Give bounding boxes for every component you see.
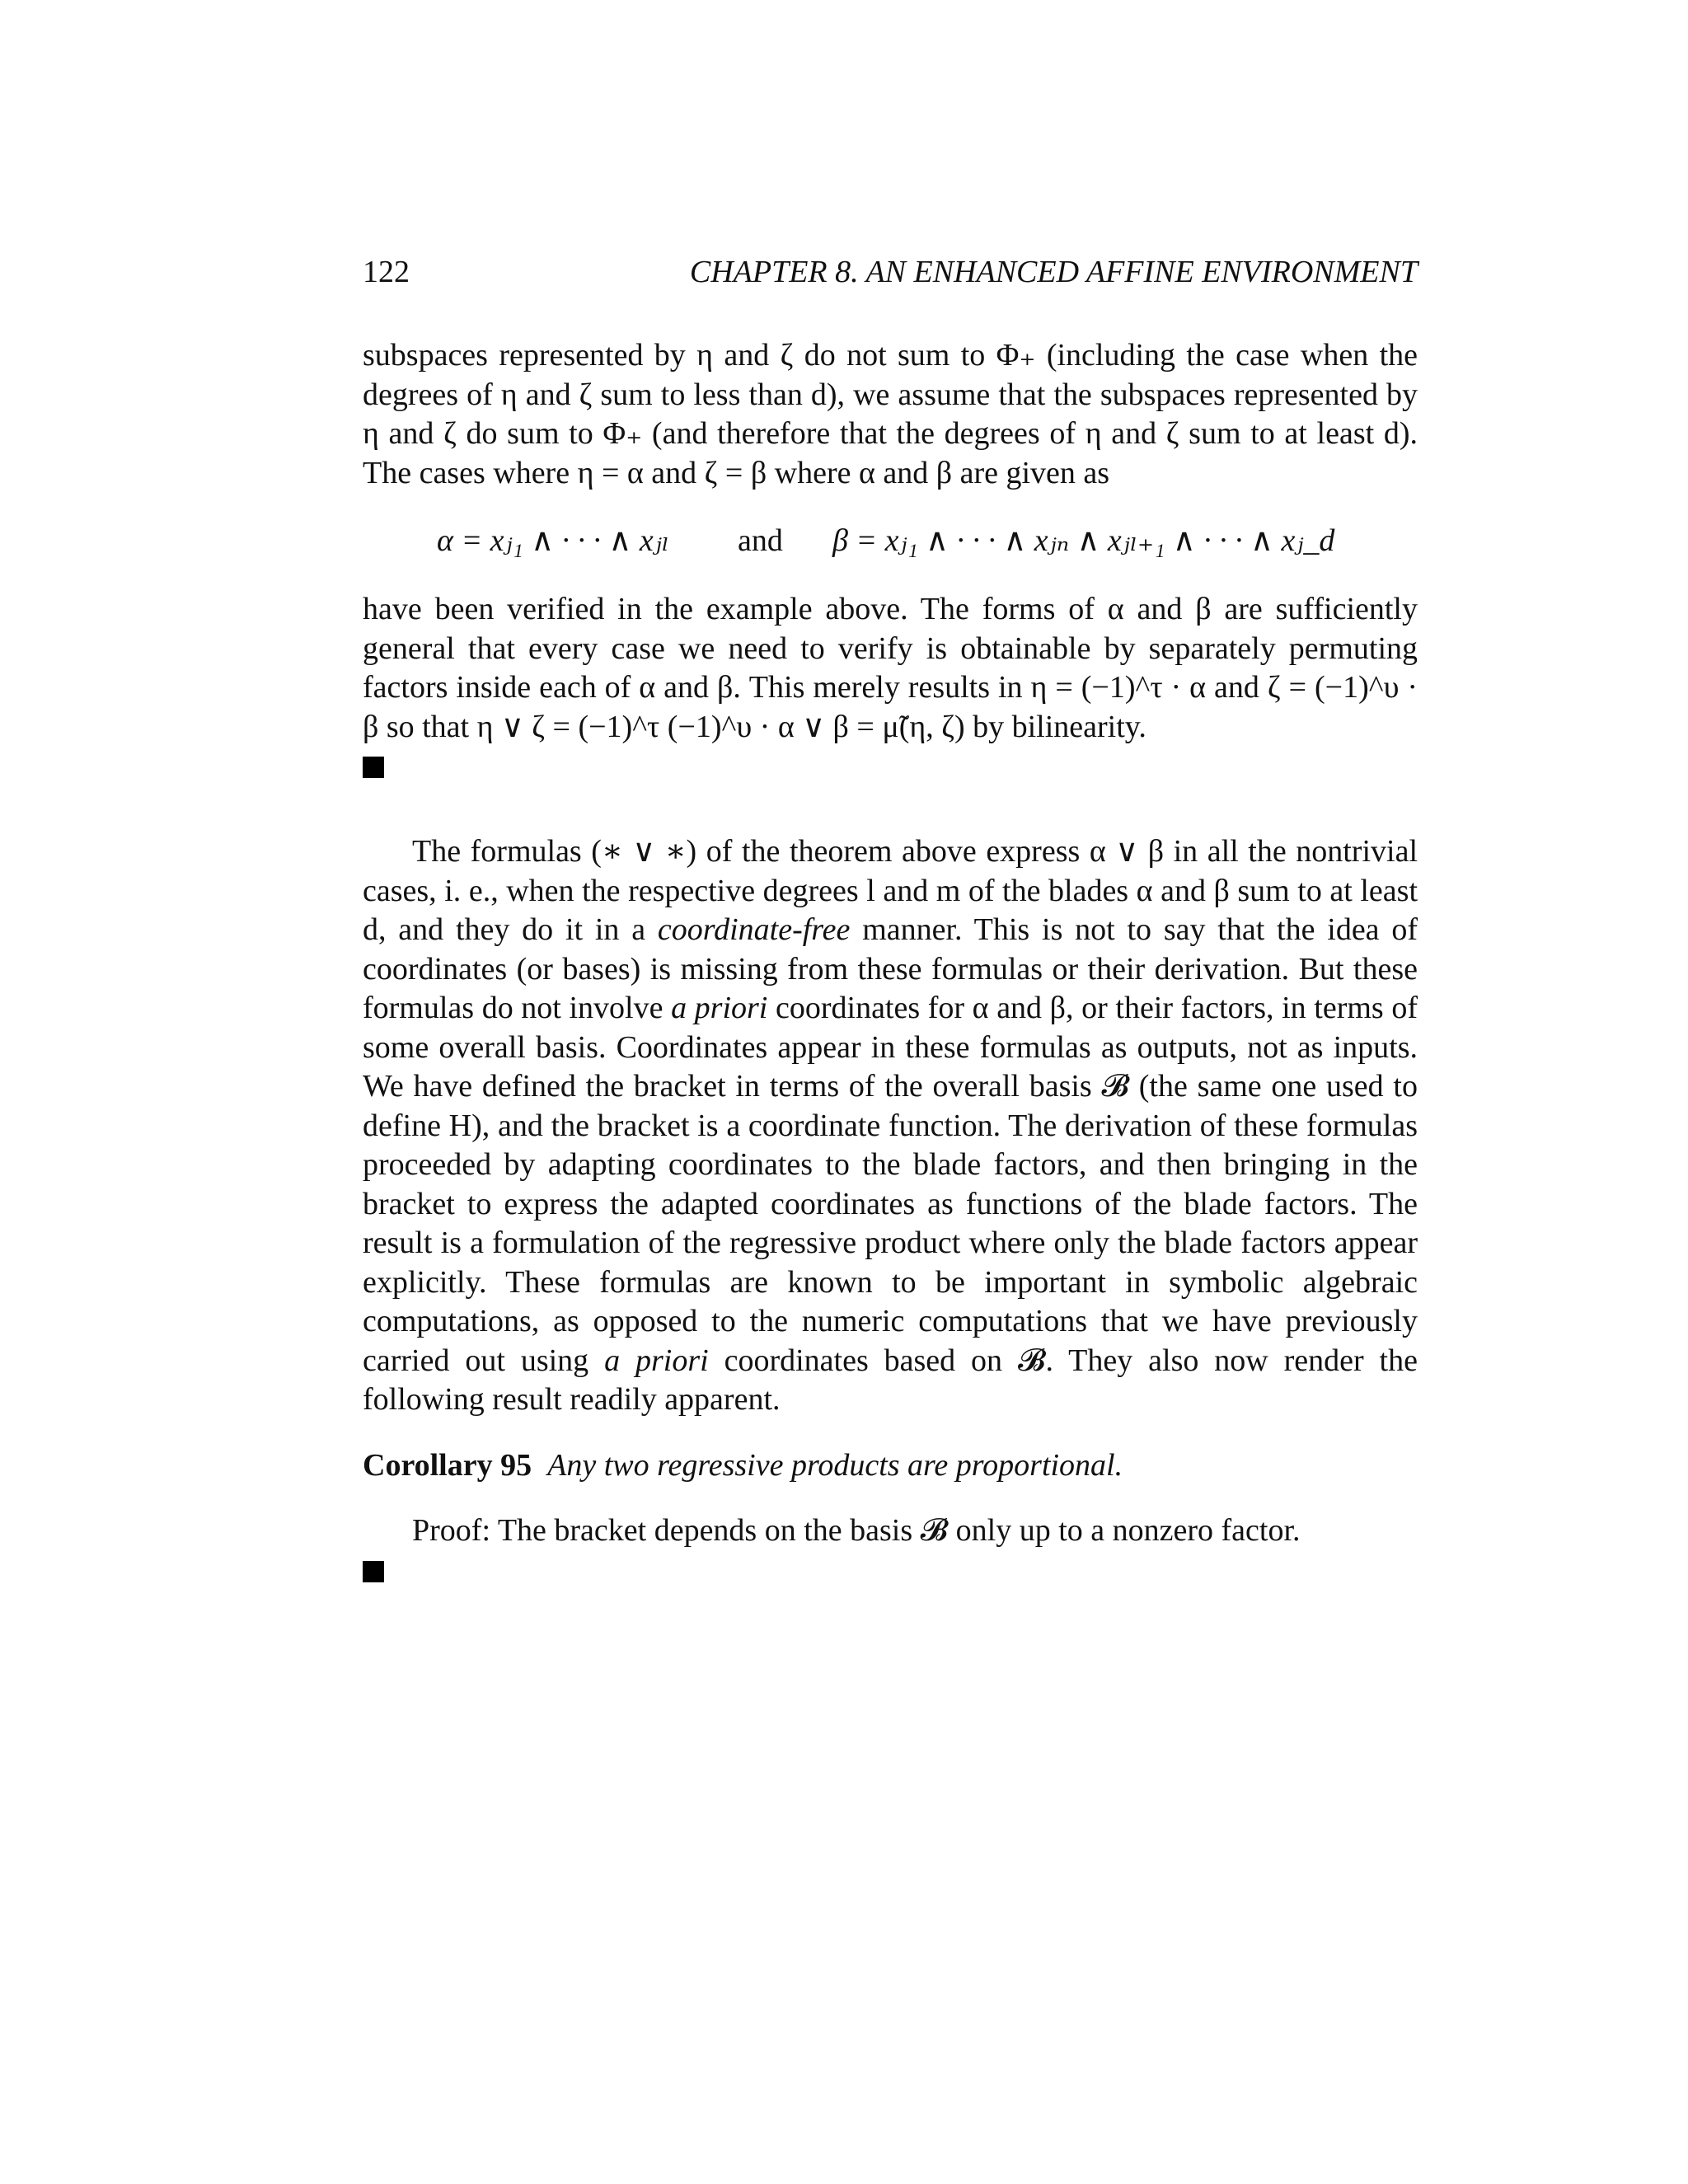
equation-beta: β = xⱼ₁ ∧ · · · ∧ xⱼₙ ∧ xⱼₗ₊₁ ∧ · · · ∧ xⱼ_d bbox=[832, 523, 1335, 558]
paragraph-continuation: subspaces represented by η and ζ do not sum to Φ₊ (including the case when the degrees of η and ζ sum to less than d), we assume that the subspaces represented by η and ζ do sum to Φ₊ (and therefore that the degrees of η and ζ sum to at least d). The cases where η = α and ζ = β where α and β are given as bbox=[363, 338, 1418, 490]
discussion-text-1: The formulas (∗ ∨ ∗) of the theorem above express α ∨ β in all the nontrivial cases, i. e., when the respective degrees l and m of the blades α and β sum to at least d, and they do it in a bbox=[363, 834, 1418, 947]
discussion-text-2: manner. This is not to say that the idea of coordinates (or bases) is missing from these formulas or their derivation. But these formulas do not involve bbox=[363, 912, 1418, 1025]
paragraph-verification: have been verified in the example above. The forms of α and β are sufficiently general that every case we need to verify is obtainable by separately permuting factors inside each of α and β. This merely results in η = (−1)^τ · α and ζ = (−1)^υ · β so that η ∨ ζ = (−1)^τ (−1)^υ · α ∨ β = μ̃(η, ζ) by bilinearity. bbox=[363, 592, 1418, 744]
equation-alpha: α = xⱼ₁ ∧ · · · ∧ xⱼₗ bbox=[437, 523, 669, 558]
discussion-emphasis-a-priori-2: a priori bbox=[604, 1343, 709, 1378]
qed-box-icon bbox=[363, 1561, 384, 1582]
running-title: CHAPTER 8. AN ENHANCED AFFINE ENVIRONMENT bbox=[689, 255, 1418, 289]
discussion-emphasis-a-priori: a priori bbox=[671, 991, 768, 1025]
discussion-text-4: coordinates based on 𝓑. They also now render the following result readily apparent. bbox=[363, 1343, 1418, 1417]
qed-box-icon bbox=[363, 757, 384, 778]
display-equation bbox=[363, 493, 1418, 590]
corollary-statement: Any two regressive products are proportional. bbox=[547, 1447, 1123, 1483]
corollary bbox=[363, 1446, 1418, 1486]
equation-connector: and bbox=[738, 523, 783, 558]
discussion-text-3: coordinates for α and β, or their factors, in terms of some overall basis. Coordinates appear in these formulas as outputs, not as inputs. We have defined the bracket in terms of the overall basis 𝓑 (the same one used to define H), and the bracket is a coordinate function. The derivation of these formulas proceeded by adapting coordinates to the blade factors, and then bringing in the bracket to express the adapted coordinates as functions of the blade factors. The result is a formulation of the regressive product where only the blade factors appear explicitly. These formulas are known to be important in symbolic algebraic computations, as opposed to the numeric computations that we have previously carried out using bbox=[363, 991, 1418, 1378]
running-header bbox=[363, 247, 1418, 297]
page-number: 122 bbox=[363, 255, 410, 289]
page-body bbox=[363, 336, 1418, 1589]
paragraph-discussion bbox=[363, 832, 1418, 1420]
proof: Proof: The bracket depends on the basis 𝓑 only up to a nonzero factor. bbox=[412, 1513, 1301, 1548]
discussion-emphasis-coordinate-free: coordinate-free bbox=[657, 912, 851, 947]
corollary-label: Corollary 95 bbox=[363, 1447, 532, 1483]
